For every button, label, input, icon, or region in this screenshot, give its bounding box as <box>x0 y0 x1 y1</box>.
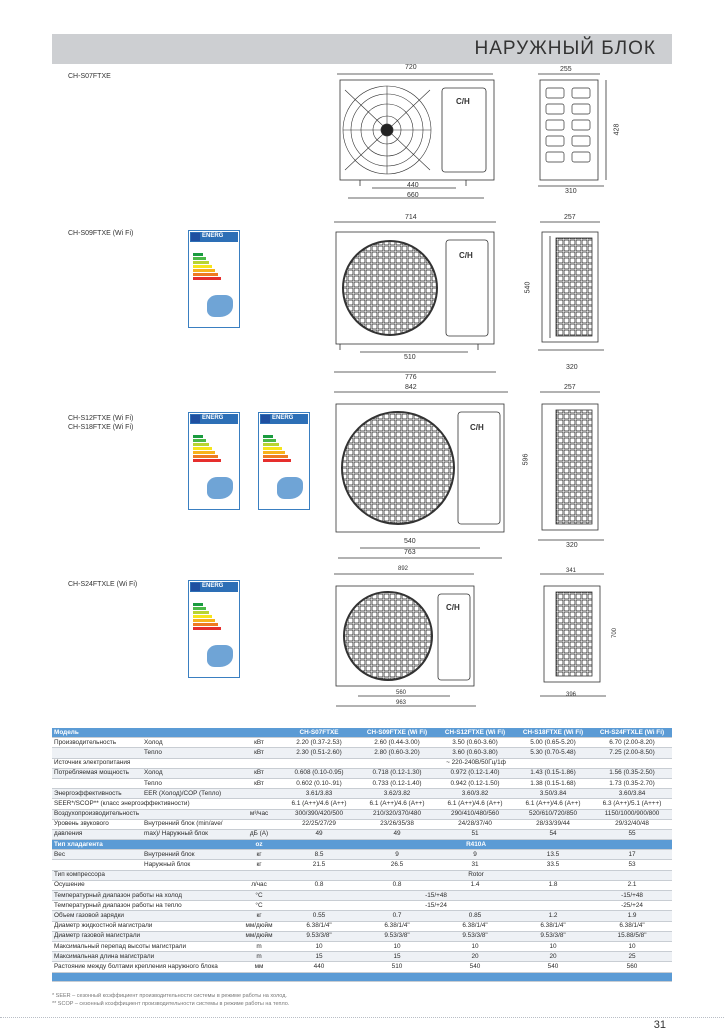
brand-logo: C/H <box>470 423 484 432</box>
table-cell: 2.30 (0.51-2.60) <box>280 748 358 758</box>
dim-height: 540 <box>524 281 532 294</box>
table-row <box>52 891 672 901</box>
table-cell: 1.8 <box>514 880 592 890</box>
table-cell: дБ (A) <box>238 829 280 839</box>
table-cell: oz <box>238 840 280 850</box>
brand-logo: C/H <box>459 251 473 260</box>
table-cell: мм <box>238 962 280 972</box>
table-cell: Тепло <box>142 748 238 758</box>
table-cell: 6.38/1/4" <box>436 921 514 931</box>
table-cell: Тепло <box>142 778 238 788</box>
dim-width: 842 <box>405 384 417 391</box>
table-cell: 15 <box>280 952 358 962</box>
table-cell: 15 <box>358 952 436 962</box>
table-cell: 21.5 <box>280 860 358 870</box>
table-cell: Максимальная длина магистрали <box>52 952 238 962</box>
unit1-front-view <box>337 74 494 198</box>
table-cell: 0.85 <box>436 911 514 921</box>
table-row <box>52 952 672 962</box>
table-cell: 540 <box>436 962 514 972</box>
dim-depth: 257 <box>564 214 576 221</box>
table-cell: 0.55 <box>280 911 358 921</box>
table-cell: R410A <box>280 840 672 850</box>
table-cell: 6.1 (A++)/4.6 (A++) <box>280 799 358 809</box>
table-cell: -25/+24 <box>592 901 672 911</box>
table-cell: 20 <box>436 952 514 962</box>
table-cell: 23/26/35/38 <box>358 819 436 829</box>
table-cell: 20 <box>514 952 592 962</box>
table-row <box>52 962 672 972</box>
energy-label-brand: ENERG <box>202 583 224 589</box>
dim-depth: 255 <box>560 66 572 73</box>
table-cell: 1150/1000/900/800 <box>592 809 672 819</box>
table-cell: 10 <box>592 941 672 951</box>
table-cell: 510 <box>358 962 436 972</box>
table-row <box>52 778 672 788</box>
unit4-front-view <box>334 574 476 706</box>
table-cell <box>52 972 672 981</box>
table-cell: 300/390/420/500 <box>280 809 358 819</box>
table-cell: 49 <box>358 829 436 839</box>
table-cell: 53 <box>592 860 672 870</box>
table-cell: 9.53/3/8" <box>280 931 358 941</box>
dim-base: 660 <box>407 192 419 199</box>
table-cell: Внутренний блок (min/ave/ <box>142 819 238 829</box>
table-cell: 1.56 (0.35-2.50) <box>592 768 672 778</box>
table-cell: 440 <box>280 962 358 972</box>
table-footer-bar <box>52 972 672 981</box>
model-label-s12-s18: CH-S12FTXE (Wi Fi) CH-S18FTXE (Wi Fi) <box>68 415 134 431</box>
table-cell: Rotor <box>280 870 672 880</box>
table-cell: 560 <box>592 962 672 972</box>
table-cell: 9.53/3/8" <box>514 931 592 941</box>
table-cell: m <box>238 941 280 951</box>
table-cell: л/час <box>238 880 280 890</box>
table-cell: 6.38/1/4" <box>592 921 672 931</box>
model-label-s24: CH-S24FTXLE (Wi Fi) <box>68 581 138 588</box>
footnote-seer: * SEER – сезонный коэффициент производительности системы в режиме работы на холод. <box>52 993 287 999</box>
table-cell: 0.608 (0.10-0.95) <box>280 768 358 778</box>
table-cell: -15/+48 <box>592 891 672 901</box>
table-cell: 210/320/370/480 <box>358 809 436 819</box>
table-cell: 520/610/720/850 <box>514 809 592 819</box>
table-cell: max)/ Наружный блок <box>142 829 238 839</box>
table-cell: 1.9 <box>592 911 672 921</box>
table-cell: Производительность <box>52 738 142 748</box>
table-cell: 6.38/1/4" <box>514 921 592 931</box>
table-row <box>52 748 672 758</box>
table-cell: 6.38/1/4" <box>358 921 436 931</box>
table-cell: 1.4 <box>436 880 514 890</box>
table-cell: кг <box>238 911 280 921</box>
table-cell: 1.73 (0.35-2.70) <box>592 778 672 788</box>
table-cell: 6.3 (A++)/5.1 (A+++) <box>592 799 672 809</box>
table-cell: Диаметр жидкостной магистрали <box>52 921 238 931</box>
table-cell: Холод <box>142 768 238 778</box>
unit3-side-view <box>538 392 604 540</box>
table-cell: Уровень звукового <box>52 819 142 829</box>
table-cell: °C <box>238 891 280 901</box>
table-cell: 8.5 <box>280 850 358 860</box>
table-row <box>52 768 672 778</box>
table-cell: 10 <box>280 941 358 951</box>
table-cell: 49 <box>280 829 358 839</box>
table-cell: Температурный диапазон работы на холод <box>52 891 238 901</box>
table-cell: Тип компрессора <box>52 870 280 880</box>
dim-height: 596 <box>522 453 530 466</box>
table-row <box>52 829 672 839</box>
dim-height: 700 <box>612 627 619 639</box>
table-cell: Модель <box>52 728 280 738</box>
table-cell: CH-S18FTXE (Wi Fi) <box>514 728 592 738</box>
energy-label-brand: ENERG <box>202 233 224 239</box>
table-cell: 5.30 (0.70-5.48) <box>514 748 592 758</box>
table-row <box>52 921 672 931</box>
table-cell: 24/28/37/40 <box>436 819 514 829</box>
table-header-row <box>52 728 672 738</box>
table-row <box>52 738 672 748</box>
table-cell: 2.20 (0.37-2.53) <box>280 738 358 748</box>
table-cell: Энергоэффективность <box>52 789 142 799</box>
model-label-s07: CH-S07FTXE <box>68 73 111 80</box>
table-cell: CH-S24FTXLE (Wi Fi) <box>592 728 672 738</box>
table-cell: 1.38 (0.15-1.68) <box>514 778 592 788</box>
table-cell: 7.25 (2.00-8.50) <box>592 748 672 758</box>
table-cell: 9 <box>436 850 514 860</box>
dim-depth: 341 <box>566 568 577 574</box>
table-cell: CH-S12FTXE (Wi Fi) <box>436 728 514 738</box>
table-cell: 9 <box>358 850 436 860</box>
table-cell: 6.1 (A++)/4.6 (A++) <box>514 799 592 809</box>
dim-depth-base: 320 <box>566 542 578 549</box>
table-row <box>52 840 672 850</box>
table-cell: °C <box>238 901 280 911</box>
table-cell: 6.1 (A++)/4.6 (A++) <box>358 799 436 809</box>
unit2-front-view <box>334 222 496 372</box>
table-cell: 3.50 (0.60-3.60) <box>436 738 514 748</box>
table-cell: кВт <box>238 768 280 778</box>
table-cell: кВт <box>238 738 280 748</box>
table-cell: 25 <box>592 952 672 962</box>
brand-logo: C/H <box>456 97 470 106</box>
table-cell: 0.942 (0.12-1.50) <box>436 778 514 788</box>
table-row <box>52 870 672 880</box>
table-cell: 0.7 <box>358 911 436 921</box>
table-cell: 33.5 <box>514 860 592 870</box>
energy-label-brand: ENERG <box>272 415 294 421</box>
table-cell: 3.62/3.82 <box>358 789 436 799</box>
table-cell: CH-S07FTXE <box>280 728 358 738</box>
table-cell: Максимальный перепад высоты магистрали <box>52 941 238 951</box>
table-cell: 290/410/480/560 <box>436 809 514 819</box>
table-row <box>52 789 672 799</box>
table-cell: 0.972 (0.12-1.40) <box>436 768 514 778</box>
table-cell: 6.1 (A++)/4.6 (A++) <box>436 799 514 809</box>
table-cell: 10 <box>436 941 514 951</box>
table-row <box>52 911 672 921</box>
table-row <box>52 901 672 911</box>
dim-base: 963 <box>396 700 407 706</box>
table-cell: 1.43 (0.15-1.86) <box>514 768 592 778</box>
table-cell: 51 <box>436 829 514 839</box>
table-cell <box>52 748 142 758</box>
table-row <box>52 941 672 951</box>
table-row <box>52 809 672 819</box>
table-cell: -15/+24 <box>280 901 592 911</box>
dim-depth: 257 <box>564 384 576 391</box>
table-cell: кг <box>238 850 280 860</box>
table-row <box>52 860 672 870</box>
table-cell: мм/дюйм <box>238 921 280 931</box>
table-row <box>52 819 672 829</box>
page-divider <box>0 1017 724 1018</box>
unit2-side-view <box>538 222 604 350</box>
specifications-table <box>52 728 672 982</box>
table-cell: Тип хладагента <box>52 840 238 850</box>
table-cell: 540 <box>514 962 592 972</box>
brand-logo: C/H <box>446 603 460 612</box>
table-cell: 0.733 (0.12-1.40) <box>358 778 436 788</box>
table-cell: Температурный диапазон работы на тепло <box>52 901 238 911</box>
table-cell: EER (Холод)/COP (Тепло) <box>142 789 280 799</box>
model-label-s09: CH-S09FTXE (Wi Fi) <box>68 230 134 237</box>
table-cell: Осушение <box>52 880 238 890</box>
table-cell: 5.00 (0.65-5.20) <box>514 738 592 748</box>
dim-feet: 560 <box>396 690 407 696</box>
table-cell: 31 <box>436 860 514 870</box>
table-cell: 3.50/3.84 <box>514 789 592 799</box>
dim-feet: 440 <box>407 182 419 189</box>
page-number: 31 <box>653 1019 666 1031</box>
dim-height: 428 <box>613 123 621 136</box>
table-cell: давления <box>52 829 142 839</box>
table-cell: 0.8 <box>358 880 436 890</box>
table-cell: Холод <box>142 738 238 748</box>
table-cell: 1.2 <box>514 911 592 921</box>
table-cell: CH-S09FTXE (Wi Fi) <box>358 728 436 738</box>
table-cell: 22/25/27/29 <box>280 819 358 829</box>
dim-feet: 540 <box>404 538 416 545</box>
dim-width: 892 <box>398 566 409 572</box>
table-cell: 3.60 (0.60-3.80) <box>436 748 514 758</box>
table-cell: 10 <box>514 941 592 951</box>
unit3-front-view <box>334 392 508 558</box>
table-cell: 3.60/3.82 <box>436 789 514 799</box>
table-cell: 9.53/3/8" <box>358 931 436 941</box>
table-row <box>52 758 672 768</box>
table-cell: 2.1 <box>592 880 672 890</box>
table-row <box>52 931 672 941</box>
table-cell: Диаметр газовой магистрали <box>52 931 238 941</box>
table-cell: Источник электропитания <box>52 758 280 768</box>
table-cell <box>52 778 142 788</box>
dim-depth-base: 396 <box>566 692 577 698</box>
table-cell: 55 <box>592 829 672 839</box>
table-cell: 9.53/3/8" <box>436 931 514 941</box>
table-cell: кг <box>238 860 280 870</box>
table-cell: 29/32/40/48 <box>592 819 672 829</box>
table-cell: Растояние между болтами крепления наружного блока <box>52 962 238 972</box>
dim-width: 714 <box>405 214 417 221</box>
dim-feet: 510 <box>404 354 416 361</box>
table-cell: 10 <box>358 941 436 951</box>
table-cell: Объем газовой зарядки <box>52 911 238 921</box>
table-cell: 26.5 <box>358 860 436 870</box>
energy-label-brand: ENERG <box>202 415 224 421</box>
table-cell: ~ 220-240В/50Гц/1ф <box>280 758 672 768</box>
table-cell: Воздухопроизводительность <box>52 809 238 819</box>
footnote-scop: ** SCOP – сезонный коэффициент производительности системы в режиме работы на тепло. <box>52 1001 290 1007</box>
table-cell: Потребляемая мощность <box>52 768 142 778</box>
unit4-side-view <box>540 574 606 696</box>
table-cell: кВт <box>238 748 280 758</box>
table-cell: м³/час <box>238 809 280 819</box>
table-cell: 2.60 (0.44-3.00) <box>358 738 436 748</box>
table-cell: 3.61/3.83 <box>280 789 358 799</box>
table-cell: m <box>238 952 280 962</box>
table-cell <box>238 819 280 829</box>
table-cell: Внутренний блок <box>142 850 238 860</box>
table-row <box>52 799 672 809</box>
table-cell: 13.5 <box>514 850 592 860</box>
table-row <box>52 880 672 890</box>
table-cell: Вес <box>52 850 142 860</box>
table-cell: 54 <box>514 829 592 839</box>
unit1-side-view <box>538 74 606 186</box>
table-cell: SEER*/SCOP** (класс энергоэффективности) <box>52 799 280 809</box>
table-cell: -15/+48 <box>280 891 592 901</box>
dim-depth-base: 320 <box>566 364 578 371</box>
table-cell: 28/33/39/44 <box>514 819 592 829</box>
table-cell: 15.88/5/8" <box>592 931 672 941</box>
dim-base: 763 <box>404 549 416 556</box>
table-cell: кВт <box>238 778 280 788</box>
table-cell: мм/дюйм <box>238 931 280 941</box>
table-cell: 2.80 (0.60-3.20) <box>358 748 436 758</box>
table-row <box>52 850 672 860</box>
page-title: НАРУЖНЫЙ БЛОК <box>474 38 656 59</box>
table-cell: 6.70 (2.00-8.20) <box>592 738 672 748</box>
dim-base: 776 <box>405 374 417 381</box>
table-cell: 0.718 (0.12-1.30) <box>358 768 436 778</box>
table-cell: 6.38/1/4" <box>280 921 358 931</box>
table-cell: 0.8 <box>280 880 358 890</box>
table-cell: 0.602 (0.10-.91) <box>280 778 358 788</box>
table-cell: 17 <box>592 850 672 860</box>
dim-depth-base: 310 <box>565 188 577 195</box>
table-cell: 3.60/3.84 <box>592 789 672 799</box>
table-cell: Наружный блок <box>142 860 238 870</box>
table-cell <box>52 860 142 870</box>
dim-width: 720 <box>405 64 417 71</box>
